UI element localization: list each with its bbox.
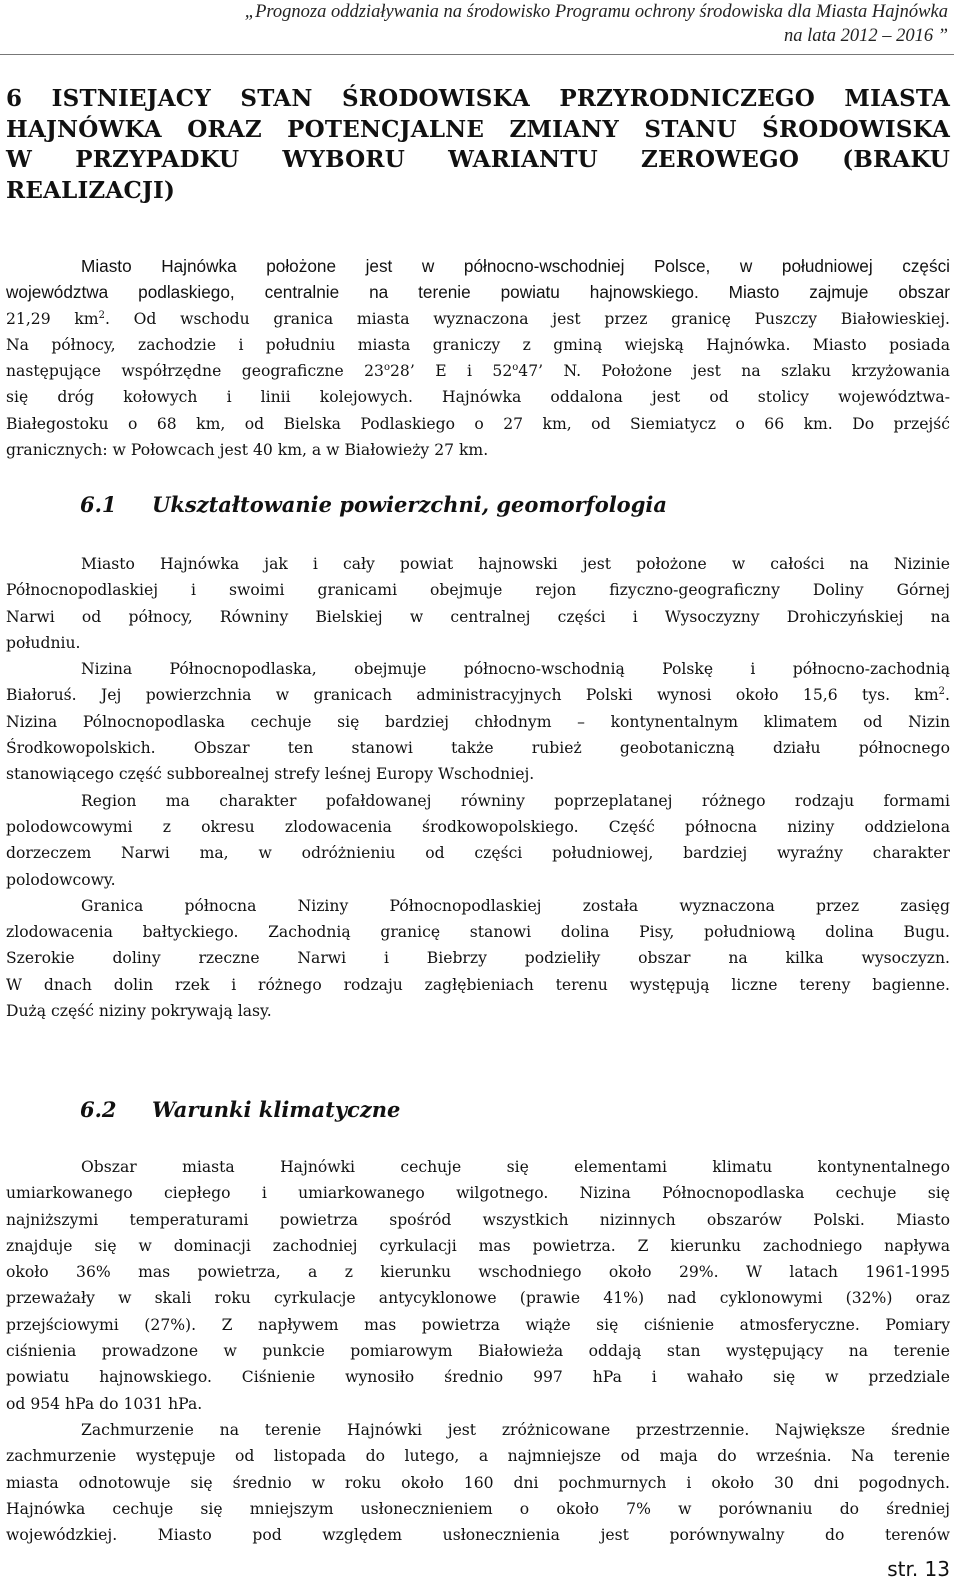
chapter-title-line: REALIZACJI) [6, 176, 176, 204]
text-line: ciśnienia prowadzone w punkcie pomiarowym Białowieża oddają stan występujący na terenie [6, 1342, 950, 1361]
text-line: Miasto Hajnówka jak i cały powiat hajnowski jest położone w całości na Nizinie [81, 555, 950, 573]
chapter-title-line: W PRZYPADKU WYBORU WARIANTU ZEROWEGO (BRAKU [6, 146, 950, 173]
text-line: zachmurzenie występuje od listopada do lutego, a najmniejsze od maja do września. Na terenie [6, 1447, 950, 1466]
degree-superscript: o [383, 362, 390, 373]
text-line: Region ma charakter pofałdowanej równiny poprzeplatanej różnego rodzaju formami [81, 791, 950, 810]
text-line: Hajnówka cechuje się mniejszym usłonecznieniem o około 7% w porównaniu do średniej [6, 1499, 950, 1518]
section-heading-6-1 [80, 492, 667, 518]
text-fragment: 21,29 km [6, 309, 99, 328]
text-line: od 954 hPa do 1031 hPa. [6, 1394, 203, 1413]
text-line: zlodowacenia bałtyckiego. Zachodnią granicę stanowi dolina Pisy, południową dolina Bugu. [6, 923, 950, 942]
text-line: Narwi od północy, Równiny Bielskiej w centralnej części i Wysoczyzny Drohiczyńskiej na [6, 607, 950, 626]
running-header [188, 0, 948, 48]
header-rule [0, 54, 954, 55]
running-header-line-2: na lata 2012 – 2016 ” [784, 26, 948, 46]
text-line: Białegostoku o 68 km, od Bielska Podlaskiego o 27 km, od Siemiatycz o 66 km. Do przejść [6, 414, 950, 433]
text-line: Szerokie doliny rzeczne Narwi i Biebrzy podzieliły obszar na kilka wysoczyzn. [6, 949, 950, 968]
text-line: miasta odnotowuje się średnio w roku około 160 dni pochmurnych i około 30 dni pogodnych. [6, 1473, 950, 1492]
text-line: przeważały w skali roku cyrkulacje antycyklonowe (prawie 41%) nad cyklonowymi (32%) oraz [6, 1289, 950, 1308]
text-line: Obszar miasta Hajnówki cechuje się elementami klimatu kontynentalnego [81, 1158, 950, 1176]
text-line: umiarkowanego ciepłego i umiarkowanego wilgotnego. Nizina Północnopodlaska cechuje się [6, 1184, 950, 1203]
text-fragment: Białoruś. Jej powierzchnia w granicach administracyjnych Polski wynosi około 15,6 tys. km [6, 686, 939, 705]
text-line: Na północy, zachodzie i południu miasta graniczy z gminą wiejską Hajnówka. Miasto posiada [6, 335, 950, 354]
text-line [6, 682, 950, 708]
text-line: wojewódzkiej. Miasto pod względem usłonecznienia jest porównywalny do terenów [6, 1526, 950, 1545]
text-line: Zachmurzenie na terenie Hajnówki jest zróżnicowane przestrzennie. Największe średnie [81, 1420, 950, 1439]
text-line: się dróg kołowych i linii kolejowych. Hajnówka oddalona jest od stolicy województwa- [6, 388, 950, 407]
superscript: 2 [938, 686, 946, 698]
text-line: najniższymi temperaturami powietrza spośród wszystkich nizinnych obszarów Polski. Miasto [6, 1210, 950, 1229]
text-line: polodowcowymi z okresu zlodowacenia środkowopolskiego. Część północna niziny oddzielona [6, 817, 950, 836]
section-number: 6.2 [80, 1097, 117, 1122]
text-line: Nizina Pólnocnopodlaska cechuje się bardziej chłodnym – kontynentalnym klimatem od Nizin [6, 712, 950, 731]
text-line: W dnach dolin rzek i różnego rodzaju zagłębieniach terenu występują liczne tereny bagienne. [6, 975, 950, 994]
text-line: znajduje się w dominacji zachodniej cyrkulacji mas powietrza. Z kierunku zachodniego napływa [6, 1236, 950, 1255]
section-heading-6-2 [80, 1097, 400, 1123]
text-line: Dużą część niziny pokrywają lasy. [6, 1002, 272, 1021]
text-line: południu. [6, 633, 81, 652]
text-line: około 36% mas powietrza, a z kierunku wschodniego około 29%. W latach 1961-1995 [6, 1263, 950, 1282]
text-line: przejściowymi (27%). Z napływem mas powietrza wiąże się ciśnienie atmosferyczne. Pomiary [6, 1315, 950, 1334]
intro-paragraph [6, 253, 950, 463]
chapter-title-line: HAJNÓWKA ORAZ POTENCJALNE ZMIANY STANU ŚRODOWISKA [6, 115, 950, 143]
text-line: powiatu hajnowskiego. Ciśnienie wynosiło średnio 997 hPa i wahało się w przedziale [6, 1368, 950, 1387]
degree-superscript: o [512, 362, 519, 373]
superscript: 2 [98, 309, 105, 321]
text-line [6, 358, 950, 384]
running-header-line-1: „Prognoza oddziaływania na środowisko Programu ochrony środowiska dla Miasta Hajnówka [244, 2, 948, 22]
text-line: Nizina Północnopodlaska, obejmuje północno-wschodnią Polskę i północno-zachodnią [81, 660, 950, 679]
text-fragment: 28’ E i 52 [389, 362, 513, 381]
text-line: Granica północna Niziny Północnopodlaskiej została wyznaczona przez zasięg [81, 896, 950, 915]
text-line: granicznych: w Połowcach jest 40 km, a w Białowieży 27 km. [6, 441, 489, 460]
text-line: polodowcowy. [6, 870, 116, 889]
text-line: Środkowopolskich. Obszar ten stanowi także rubież geobotaniczną działu północnego [6, 739, 950, 758]
text-line: dorzeczem Narwi ma, w odróżnieniu od części południowej, bardziej wyraźny charakter [6, 844, 950, 863]
chapter-title-line: 6 ISTNIEJACY STAN ŚRODOWISKA PRZYRODNICZEGO MIASTA [6, 85, 950, 112]
text-line: województwa podlaskiego, centralnie na terenie powiatu hajnowskiego. Miasto zajmuje obszar [6, 282, 950, 303]
section-body-6-1 [6, 551, 950, 1024]
text-fragment: . [945, 686, 950, 705]
section-title: Ukształtowanie powierzchni, geomorfologia [152, 492, 667, 517]
text-fragment: . Od wschodu granica miasta wyznaczona jest przez granicę Puszczy Białowieskiej. [104, 309, 950, 328]
chapter-title [6, 84, 950, 206]
text-fragment: 47’ N. Położone jest na szlaku krzyżowania [518, 362, 950, 381]
section-title: Warunki klimatyczne [152, 1097, 401, 1122]
text-line: stanowiącego część subborealnej strefy leśnej Europy Wschodniej. [6, 765, 535, 784]
text-line: Miasto Hajnówka położone jest w północno-wschodniej Polsce, w południowej części [81, 256, 950, 276]
text-line: Północnopodlaskiej i swoimi granicami obejmuje rejon fizyczno-geograficzny Doliny Górnej [6, 581, 950, 600]
section-body-6-2 [6, 1154, 950, 1548]
text-line [6, 306, 950, 332]
section-number: 6.1 [80, 492, 117, 517]
page-number: str. 13 [887, 1557, 950, 1581]
text-fragment: następujące współrzędne geograficzne 23 [6, 362, 384, 381]
